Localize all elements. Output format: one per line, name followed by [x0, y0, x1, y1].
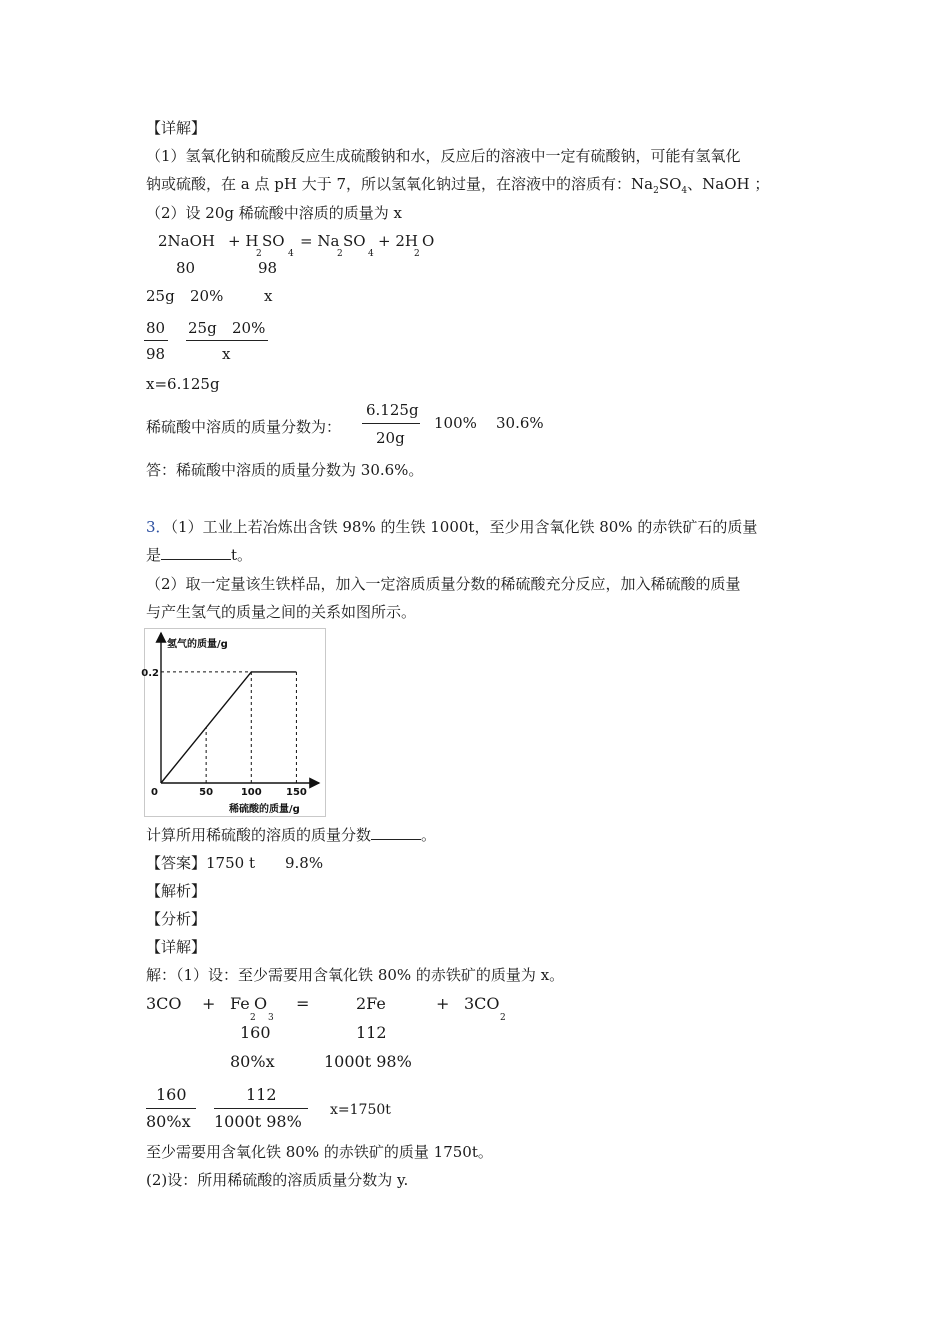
- eq-sub-4: 4: [288, 249, 294, 259]
- solution-line-2: (2)设：所用稀硫酸的溶质质量分数为 y.: [146, 1171, 409, 1189]
- mass-112: 112: [356, 1023, 387, 1042]
- subscript: 2: [653, 186, 659, 196]
- eq-na: = Na: [300, 232, 340, 250]
- eq-o: O: [422, 232, 435, 250]
- eq2-sub-3: 3: [268, 1013, 274, 1023]
- calc-text: 计算所用稀硫酸的溶质的质量分数: [146, 826, 372, 844]
- x-tick-labels: [151, 787, 307, 798]
- mass-1000t: 1000t 98%: [324, 1052, 412, 1071]
- para-1-line-1: （1）氢氧化钠和硫酸反应生成硫酸钠和水，反应后的溶液中一定有硫酸钠，可能有氢氧化: [146, 147, 741, 165]
- y-tick-labels: [141, 668, 159, 679]
- eq2-fe: Fe: [230, 994, 250, 1013]
- frac2-numerator-160: 160: [156, 1085, 187, 1104]
- mass-80x: 80%x: [230, 1052, 275, 1071]
- answer-part1: 答：稀硫酸中溶质的质量分数为 30.6%。: [146, 461, 424, 479]
- frac2-denominator-1000t: 1000t 98%: [214, 1112, 302, 1131]
- fraction-bar: [362, 423, 420, 424]
- question-3-text: （1）工业上若冶炼出含铁 98% 的生铁 1000t，至少用含氧化铁 80% 的赤铁矿石的质量: [170, 518, 758, 536]
- x-axis-label: 稀硫酸的质量/g: [229, 804, 300, 815]
- heading-fenxi: 【分析】: [146, 910, 207, 928]
- q3-l2-b: t。: [231, 546, 253, 564]
- eq-naoh: 2NaOH: [158, 232, 215, 250]
- x-result: x=6.125g: [146, 375, 220, 393]
- para-1-line-2-text: 钠或硫酸，在 a 点 pH 大于 7，所以氢氧化钠过量，在溶液中的溶质有：Na: [146, 175, 654, 193]
- x-tick-label: 50: [199, 787, 214, 798]
- fraction-denominator-x: x: [222, 345, 231, 363]
- para-1-line-2-end: 、NaOH ；: [687, 175, 770, 193]
- calc-line: [146, 825, 436, 845]
- fraction-denominator-98: 98: [146, 345, 166, 363]
- question-3-line-4: 与产生氢气的质量之间的关系如图所示。: [146, 603, 417, 621]
- subscript: 4: [681, 186, 688, 196]
- formula-so: SO: [658, 175, 682, 193]
- mf-numerator: 6.125g: [366, 401, 419, 419]
- eq-sub-4: 4: [368, 249, 374, 259]
- mf-denominator: 20g: [376, 429, 405, 447]
- x-tick-label: 100: [240, 787, 262, 798]
- heading-analysis: 【解析】: [146, 882, 207, 900]
- answer-blank: [371, 825, 421, 840]
- eq2-2fe: 2Fe: [356, 994, 386, 1013]
- fraction-bar: [144, 340, 168, 341]
- para-1-line-2: [146, 174, 769, 201]
- fraction-bar: [214, 1108, 308, 1109]
- solution-line-1: 解：（1）设：至少需要用含氧化铁 80% 的赤铁矿的质量为 x。: [146, 966, 565, 984]
- value-x: x: [264, 287, 273, 305]
- fraction-bar: [146, 1108, 196, 1109]
- answer-line: 【答案】1750 t 9.8%: [146, 854, 324, 872]
- y-axis-label: 氢气的质量/g: [167, 639, 228, 650]
- fraction-bar: [186, 340, 268, 341]
- eq-h: + H: [228, 232, 259, 250]
- hydrogen-mass-chart: [141, 628, 326, 817]
- frac2-numerator-112: 112: [246, 1085, 277, 1104]
- fraction-numerator-80: 80: [146, 319, 166, 337]
- para-2-line: （2）设 20g 稀硫酸中溶质的质量为 x: [146, 204, 402, 222]
- dashed-guides: [161, 672, 296, 783]
- eq2-sub-2: 2: [250, 1013, 256, 1023]
- question-3-line-2: [146, 545, 252, 565]
- fraction-numerator-25g: 25g: [188, 319, 217, 337]
- frac2-denominator-80x: 80%x: [146, 1112, 191, 1131]
- eq2-plus: +: [436, 994, 450, 1013]
- x-tick-label: 0: [151, 787, 158, 798]
- value-20pct: 20%: [190, 287, 224, 305]
- heading-detail-2: 【详解】: [146, 938, 207, 956]
- eq-sub-2: 2: [414, 249, 420, 259]
- eq2-sub-2: 2: [500, 1013, 506, 1023]
- eq-h2o: + 2H: [378, 232, 418, 250]
- fraction-numerator-20pct: 20%: [232, 319, 266, 337]
- chart-svg: [141, 629, 325, 816]
- eq2-equals: =: [296, 994, 310, 1013]
- mf-result: 30.6%: [496, 414, 544, 432]
- x-tick-label: 150: [285, 787, 307, 798]
- question-3-line-3: （2）取一定量该生铁样品，加入一定溶质质量分数的稀硫酸充分反应，加入稀硫酸的质量: [146, 575, 741, 593]
- mass-160: 160: [240, 1023, 271, 1042]
- eq2-3co2: 3CO: [464, 994, 500, 1013]
- eq2-3co: 3CO: [146, 994, 182, 1013]
- conclusion-line: 至少需要用含氧化铁 80% 的赤铁矿的质量 1750t。: [146, 1143, 493, 1161]
- eq-sub-2: 2: [337, 249, 343, 259]
- series-line: [161, 672, 296, 783]
- frac2-result: x=1750t: [330, 1102, 391, 1118]
- question-number: 3．: [146, 518, 171, 536]
- eq-so4: SO: [262, 232, 285, 250]
- answer-blank: [161, 545, 231, 560]
- heading-detail: 【详解】: [146, 119, 207, 137]
- eq-sub-2: 2: [256, 249, 262, 259]
- mass-fraction-label: 稀硫酸中溶质的质量分数为：: [146, 418, 342, 436]
- eq-so4-b: SO: [343, 232, 366, 250]
- eq2-o: O: [254, 994, 268, 1013]
- y-tick-label: 0.2: [141, 667, 159, 679]
- question-3-line-1: [146, 517, 757, 537]
- eq2-plus: +: [202, 994, 216, 1013]
- mf-100pct: 100%: [434, 414, 477, 432]
- value-25g: 25g: [146, 287, 175, 305]
- q3-l2-a: 是: [146, 546, 162, 564]
- mass-80: 80: [176, 259, 196, 277]
- mass-98: 98: [258, 259, 278, 277]
- calc-end: 。: [421, 826, 437, 844]
